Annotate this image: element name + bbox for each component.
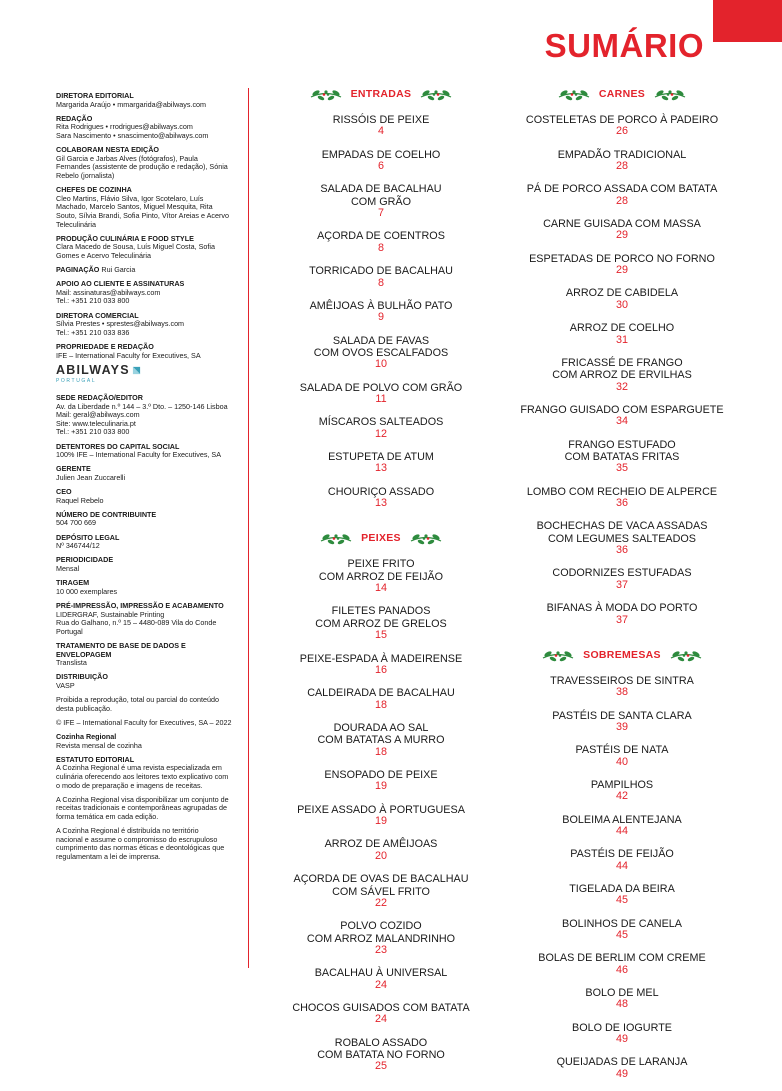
section-header [251,84,511,104]
credit-line: Souto, Sílvia Brandi, Sofia Pinto, Vítor Areias e Acervo [56,210,229,220]
contents-entry [492,952,752,976]
credit-block [56,465,236,482]
contents-entry [251,653,511,677]
contents-entry [251,183,511,219]
entry-title: COM ARROZ DE ERVILHAS [552,369,692,382]
entry-title: AÇORDA DE OVAS DE BACALHAU [293,873,469,886]
contents-entry [251,605,511,641]
contents-entry [251,967,511,991]
credit-value: Rui Garcia [101,265,136,275]
entry-page-number: 13 [374,462,387,475]
contents-entry [492,602,752,626]
masthead-credits [56,92,236,867]
credit-heading: PERIODICIDADE [56,555,114,565]
entry-page-number: 13 [374,497,387,510]
contents-entry [251,1002,511,1026]
entry-title: ARROZ DE AMÊIJOAS [324,838,438,851]
section-header [492,84,752,104]
entry-title: CHOCOS GUISADOS COM BATATA [292,1001,470,1014]
credit-line: Translista [56,658,87,668]
credit-line: receitas tradicionais e contemporâneas agrupadas de [56,803,228,813]
entry-title: FRICASSÉ DE FRANGO [561,356,683,369]
credit-block [56,488,236,505]
entry-title: BOLAS DE BERLIM COM CREME [538,952,706,965]
credit-line: Clara Macedo de Sousa, Luís Miguel Costa, Sofia [56,242,216,252]
credit-heading: DEPÓSITO LEGAL [56,532,120,542]
credit-heading: NÚMERO DE CONTRIBUINTE [56,509,157,519]
contents-entry [492,404,752,428]
credit-heading: ESTATUTO EDITORIAL [56,754,135,764]
credit-block [56,673,236,690]
credit-block [56,556,236,573]
entry-title: PEIXE ASSADO À PORTUGUESA [297,803,465,816]
credit-heading: DISTRIBUIÇÃO [56,672,108,682]
section-gap [492,637,752,645]
credit-block [56,796,236,822]
entry-page-number: 6 [377,160,384,173]
credit-block [56,756,236,790]
entry-title: COM BATATA NO FORNO [317,1049,445,1062]
entry-page-number: 16 [374,663,387,676]
section-label: PEIXES [361,532,401,545]
contents-entry [492,322,752,346]
contents-entry [492,848,752,872]
holly-sprig-icon [309,86,343,102]
credit-line: Margarida Araújo • mmargarida@abilways.com [56,99,207,109]
entry-page-number: 38 [615,686,628,699]
entry-page-number: 31 [615,333,628,346]
entry-page-number: 11 [375,393,387,406]
contents-entry [492,744,752,768]
section-label: CARNES [598,88,646,100]
credit-heading: Cozinha Regional [56,732,117,742]
credit-line: desta publicação. [56,703,112,713]
entry-title: AMÊIJOAS À BULHÃO PATO [309,299,453,312]
credit-heading: PAGINAÇÃO [56,265,100,275]
entry-page-number: 32 [615,380,628,393]
contents-entry [251,416,511,440]
entry-page-number: 45 [615,894,628,907]
credit-line: Revista mensal de cozinha [56,740,142,750]
entry-title: ARROZ DE CABIDELA [565,287,679,300]
entry-page-number: 28 [615,160,628,173]
entry-page-number: 24 [374,978,387,991]
contents-entry [251,838,511,862]
contents-entry [251,687,511,711]
entry-title: BACALHAU À UNIVERSAL [314,967,448,980]
contents-entry [492,1056,752,1080]
section-label: SOBREMESAS [583,648,661,661]
credit-block [56,266,236,275]
contents-entry [492,218,752,242]
contents-entry [251,486,511,510]
entry-title: TIGELADA DA BEIRA [569,882,675,895]
entry-title: PASTÉIS DE NATA [575,744,669,757]
contents-entry [492,357,752,393]
credit-line: regulamentam a lei de imprensa. [56,852,161,861]
credit-heading: DETENTORES DO CAPITAL SOCIAL [56,441,180,451]
entry-page-number: 44 [615,825,628,837]
credit-line: IFE – International Faculty for Executives, SA [56,350,201,360]
entry-title: EMPADAS DE COELHO [321,148,441,161]
credit-line: Gomes e Acervo Teleculinária [56,250,151,260]
credit-line: Rita Rodrigues • rrodrigues@abilways.com [56,122,193,132]
entry-page-number: 4 [377,125,384,138]
entry-title: COM BATATAS A MURRO [317,734,445,747]
credit-block [56,579,236,596]
logo-subtitle: PORTUGAL [56,378,97,385]
entry-page-number: 18 [374,698,387,711]
contents-entry [251,114,511,138]
contents-entry [251,300,511,324]
entry-page-number: 40 [615,755,628,768]
contents-entry [492,183,752,207]
contents-entry [251,769,511,793]
credit-block [56,343,236,360]
credit-line: 504 700 669 [56,518,96,528]
entry-page-number: 8 [377,241,384,254]
contents-entry [492,114,752,138]
credit-line: Mensal [56,564,80,574]
contents-entry [492,675,752,699]
credit-line: Julien Jean Zuccarelli [56,472,126,482]
entry-page-number: 29 [615,229,628,242]
entry-page-number: 45 [615,929,628,942]
entry-page-number: 37 [615,578,628,591]
publisher-logo [56,362,236,386]
credit-block [56,312,236,338]
entry-page-number: 14 [374,582,387,595]
credit-heading: TIRAGEM [56,578,90,588]
credit-block [56,602,236,636]
contents-column-right [492,84,752,1091]
credit-line: Sílvia Prestes • sprestes@abilways.com [56,319,185,329]
entry-page-number: 25 [374,1060,387,1073]
contents-column-middle [251,84,511,1084]
credit-line: Portugal [56,626,83,636]
entry-page-number: 19 [374,815,387,828]
entry-page-number: 22 [374,896,387,909]
credit-line: LIDERGRAF, Sustainable Printing [56,609,165,619]
entry-title: COM LEGUMES SALTEADOS [548,532,696,545]
credit-block [56,115,236,141]
entry-title: PASTÉIS DE FEIJÃO [570,848,674,861]
credit-line: Machado, Marcelo Santos, Miguel Mesquita, Rita [56,202,213,212]
entry-title: PEIXE-ESPADA À MADEIRENSE [299,652,463,665]
credit-block [56,642,236,668]
section-header [492,645,752,665]
entry-title: POLVO COZIDO [340,920,422,933]
entry-page-number: 8 [377,276,384,289]
entry-title: BOLINHOS DE CANELA [562,917,682,930]
contents-entry [251,230,511,254]
contents-entry [492,883,752,907]
contents-entry [492,439,752,475]
contents-entry [251,873,511,909]
credit-line: Rebelo (jornalista) [56,170,115,180]
entry-title: ARROZ DE COELHO [569,322,675,335]
contents-entry [251,451,511,475]
credit-block [56,92,236,109]
entry-page-number: 35 [615,462,628,475]
credit-line: forma temática em cada edição. [56,812,159,822]
holly-sprig-icon [557,86,591,102]
logo-wordmark: ABILWAYS [56,362,130,377]
entry-page-number: 46 [615,963,628,976]
contents-entry [492,779,752,803]
entry-title: ROBALO ASSADO [334,1036,428,1049]
credit-line: cumprimento das normas éticas e deontológicas que [56,843,225,853]
entry-title: RISSÓIS DE PEIXE [332,114,430,126]
holly-sprig-icon [669,647,703,663]
credit-heading: CEO [56,487,72,497]
credit-block [56,696,236,713]
credit-line: Mail: assinaturas@abilways.com [56,287,161,297]
entry-title: SALADA DE BACALHAU [320,183,442,196]
credit-line: Tel.: +351 210 033 836 [56,327,130,337]
entry-title: CALDEIRADA DE BACALHAU [307,687,455,700]
contents-entry [492,1022,752,1046]
credit-block [56,394,236,437]
entry-page-number: 39 [615,720,628,733]
contents-entry [251,149,511,173]
entry-page-number: 12 [374,427,387,440]
entry-page-number: 9 [377,311,384,324]
contents-entry [492,918,752,942]
entry-title: COM BATATAS FRITAS [564,451,680,463]
entry-title: CARNE GUISADA COM MASSA [543,218,701,231]
contents-entry [492,710,752,734]
credit-line: Cleo Martins, Flávio Silva, Igor Scotelaro, Luís [56,193,204,203]
entry-title: SALADA DE FAVAS [332,334,430,347]
credit-line: Rua do Galhano, n.º 15 – 4480-089 Vila do Conde [56,618,217,628]
entry-title: PAMPILHOS [590,778,654,791]
credit-block [56,280,236,306]
credit-line: Proibida a reprodução, total ou parcial do conteúdo [56,695,220,705]
entry-page-number: 36 [615,497,628,510]
credit-line: Gil Garcia e Jarbas Alves (fotógrafos), Paula [56,153,198,163]
credit-line: Sara Nascimento • snascimento@abilways.com [56,130,209,140]
entry-page-number: 10 [374,358,387,371]
entry-title: COM SÁVEL FRITO [332,885,430,898]
contents-entry [492,814,752,838]
credit-line: Mail: geral@abilways.com [56,410,140,420]
credit-line: A Cozinha Regional é uma revista especializada em [56,763,222,773]
contents-entry [492,520,752,556]
credit-line: 10 000 exemplares [56,586,118,596]
entry-page-number: 20 [374,849,387,862]
credit-block [56,827,236,861]
credit-heading: CHEFES DE COZINHA [56,185,132,195]
entry-title: COM ARROZ DE FEIJÃO [318,570,444,583]
credit-heading: GERENTE [56,464,91,474]
entry-title: CHOURIÇO ASSADO [327,485,435,498]
credit-line: nacional e assume o compromisso do escrupuloso [56,834,218,844]
credit-line: Raquel Rebelo [56,495,104,505]
entry-page-number: 18 [374,745,387,758]
entry-title: COM ARROZ DE GRELOS [315,617,447,630]
contents-entry [251,920,511,956]
credit-block [56,235,236,261]
credit-line: o modo de preparação e imagens de receitas. [56,780,203,790]
entry-title: TRAVESSEIROS DE SINTRA [550,674,694,687]
entry-title: COSTELETAS DE PORCO À PADEIRO [525,114,719,126]
entry-title: ESTUPETA DE ATUM [328,451,434,463]
credit-line: Teleculinária [56,219,96,229]
contents-entry [492,486,752,510]
holly-sprig-icon [319,530,353,546]
entry-title: ENSOPADO DE PEIXE [324,769,438,782]
entry-title: COM OVOS ESCALFADOS [313,346,449,359]
credit-line: culinária oferecendo aos leitores texto explicativo com [56,772,229,782]
credit-line: Nº 346744/12 [56,541,100,551]
credit-line: Fernandes (assistente de produção e redação), Sónia [56,162,228,172]
contents-entry [251,382,511,406]
entry-page-number: 49 [615,1033,628,1046]
contents-entry [492,567,752,591]
entry-page-number: 28 [615,194,628,207]
entry-title: BOCHECHAS DE VACA ASSADAS [536,520,708,533]
credit-heading: PRODUÇÃO CULINÁRIA E FOOD STYLE [56,233,194,243]
contents-entry [251,804,511,828]
credit-line: Tel.: +351 210 033 800 [56,427,130,437]
section-gap [251,520,511,528]
credit-heading: TRATAMENTO DE BASE DE DADOS E ENVELOPAGEM [56,640,186,659]
entry-title: CODORNIZES ESTUFADAS [552,567,692,580]
entry-title: ESPETADAS DE PORCO NO FORNO [529,252,715,265]
entry-page-number: 19 [374,780,387,793]
credit-heading: DIRETORA COMERCIAL [56,310,139,320]
entry-page-number: 7 [377,207,384,220]
entry-title: FILETES PANADOS [331,605,431,618]
section-label: ENTRADAS [350,88,412,100]
contents-entry [492,149,752,173]
entry-page-number: 29 [615,264,628,277]
entry-title: COM ARROZ MALANDRINHO [306,932,456,945]
credit-heading: PRÉ-IMPRESSÃO, IMPRESSÃO E ACABAMENTO [56,601,224,610]
credit-block [56,511,236,528]
entry-title: LOMBO COM RECHEIO DE ALPERCE [526,485,718,498]
contents-entry [492,287,752,311]
credit-heading: COLABORAM NESTA EDIÇÃO [56,145,160,155]
credit-line: © IFE – International Faculty for Executives, SA – 2022 [56,717,232,727]
credit-block [56,443,236,460]
entry-page-number: 24 [374,1013,387,1026]
credit-line: 100% IFE – International Faculty for Executives, SA [56,450,221,460]
entry-title: TORRICADO DE BACALHAU [309,265,453,278]
entry-page-number: 23 [374,944,387,956]
credit-block [56,534,236,551]
contents-entry [251,558,511,594]
credit-line: Site: www.teleculinaria.pt [56,418,136,428]
credit-heading: REDAÇÃO [56,113,93,123]
credit-block [56,186,236,229]
credit-heading: PROPRIEDADE E REDAÇÃO [56,342,154,351]
entry-title: PÁ DE PORCO ASSADA COM BATATA [526,183,718,196]
entry-title: MÍSCAROS SALTEADOS [318,416,444,429]
holly-sprig-icon [419,86,453,102]
credit-heading: APOIO AO CLIENTE E ASSINATURAS [56,279,185,289]
holly-sprig-icon [541,647,575,663]
entry-title: PEIXE FRITO [347,558,415,571]
entry-page-number: 44 [615,859,628,872]
entry-page-number: 34 [615,415,628,428]
credit-line: A Cozinha Regional visa disponibilizar um conjunto de [56,794,229,804]
column-divider [248,88,249,968]
credit-line: A Cozinha Regional é distribuída no território [56,826,199,836]
entry-page-number: 49 [615,1067,628,1080]
entry-title: BOLO DE IOGURTE [572,1021,672,1034]
holly-sprig-icon [653,86,687,102]
logo-mark-icon [132,366,141,375]
section-header [251,528,511,548]
contents-entry [251,265,511,289]
entry-title: DOURADA AO SAL [333,721,429,734]
entry-title: PASTÉIS DE SANTA CLARA [552,709,692,722]
holly-sprig-icon [409,530,443,546]
entry-title: BOLEIMA ALENTEJANA [562,813,682,826]
contents-entry [492,253,752,277]
entry-title: FRANGO GUISADO COM ESPARGUETE [520,403,724,416]
credit-heading: DIRETORA EDITORIAL [56,91,134,100]
entry-title: BIFANAS À MODA DO PORTO [546,602,698,615]
entry-page-number: 26 [615,125,628,138]
entry-page-number: 48 [615,998,628,1011]
credit-line: VASP [56,680,75,690]
entry-title: QUEIJADAS DE LARANJA [556,1056,688,1069]
entry-title: AÇORDA DE COENTROS [317,230,445,243]
credit-line: Av. da Liberdade n.º 144 – 3.º Dto. – 1250-146 Lisboa [56,401,228,411]
entry-title: BOLO DE MEL [585,987,659,1000]
entry-page-number: 37 [615,613,628,626]
corner-tab [713,0,782,42]
contents-entry [492,987,752,1011]
entry-page-number: 15 [374,629,387,642]
credit-block [56,733,236,750]
credit-block [56,146,236,180]
entry-title: FRANGO ESTUFADO [568,438,676,451]
credit-heading: SEDE REDAÇÃO/EDITOR [56,392,143,402]
credit-block [56,719,236,728]
contents-entry [251,335,511,371]
entry-page-number: 42 [615,790,628,803]
entry-page-number: 36 [615,544,628,557]
entry-title: SALADA DE POLVO COM GRÃO [299,381,463,394]
entry-title: EMPADÃO TRADICIONAL [557,148,687,161]
entry-page-number: 30 [615,298,628,311]
entry-title: COM GRÃO [351,195,411,208]
contents-entry [251,1037,511,1073]
contents-entry [251,722,511,758]
credit-line: Tel.: +351 210 033 800 [56,296,130,306]
page-title: SUMÁRIO [544,27,704,64]
